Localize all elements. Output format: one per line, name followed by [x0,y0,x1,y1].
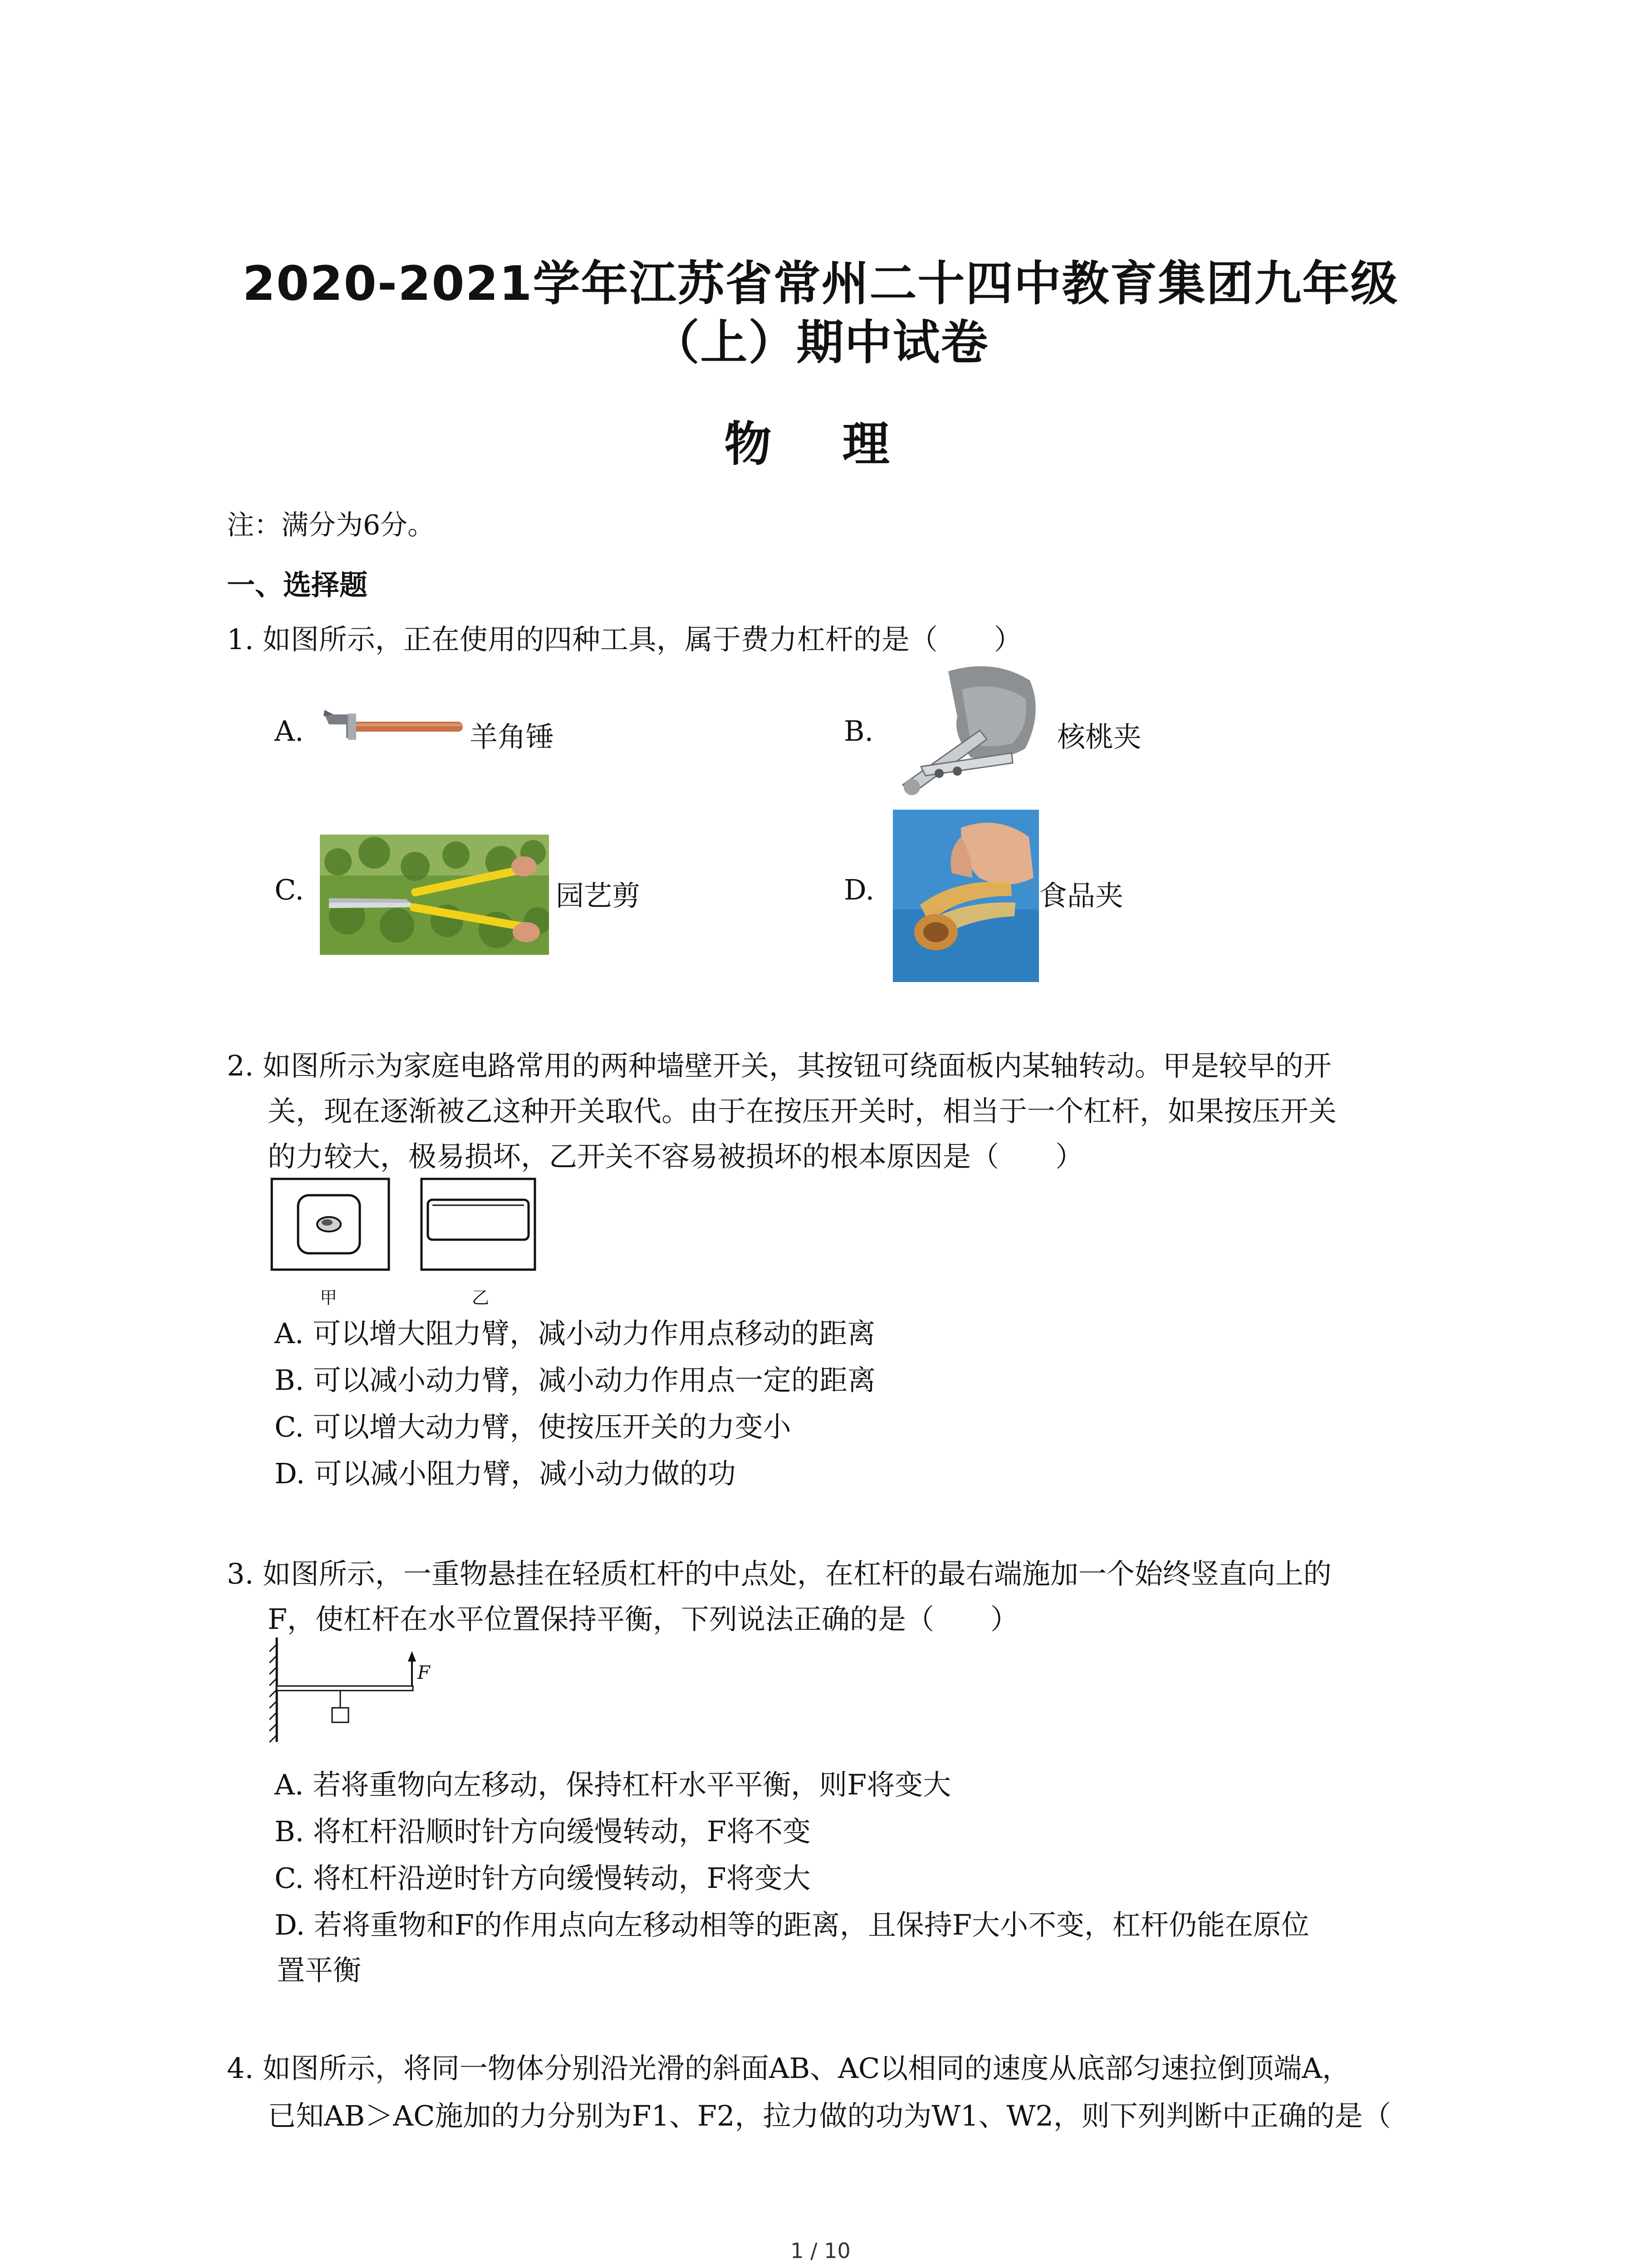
page-number: 1 / 10 [790,2239,851,2263]
q4-stem-line1: 4. 如图所示，将同一物体分别沿光滑的斜面AB、AC以相同的速度从底部匀速拉倒顶端A， [227,2052,1351,2085]
q3-stem-line2: F，使杠杆在水平位置保持平衡，下列说法正确的是（ ） [268,1603,1019,1636]
q2-stem-line3: 的力较大，极易损坏，乙开关不容易被损坏的根本原因是（ ） [268,1140,1084,1173]
nutcracker-image [894,662,1046,801]
q1-option-c-label: 园艺剪 [556,879,641,912]
q1-option-d-letter: D. [844,873,875,906]
q3-option-d-line1: D. 若将重物和F的作用点向左移动相等的距离，且保持F大小不变，杠杆仍能在原位 [274,1908,1309,1941]
q1-option-a-label: 羊角锤 [470,720,554,753]
lever-figure [268,1635,440,1744]
q2-option-d: D. 可以减小阻力臂，减小动力做的功 [274,1457,736,1490]
garden-shears-image [320,835,549,955]
q1-option-a-letter: A. [274,714,304,748]
exam-title-line1: 2020-2021学年江苏省常州二十四中教育集团九年级 [242,256,1399,311]
force-f-label: F [417,1662,430,1683]
hammer-image [320,701,465,751]
q3-option-d-line2: 置平衡 [277,1954,362,1987]
q2-option-b: B. 可以减小动力臂，减小动力作用点一定的距离 [274,1364,876,1397]
switch-jia-label: 甲 [320,1288,338,1308]
q2-stem-line1: 2. 如图所示为家庭电路常用的两种墙壁开关，其按钮可绕面板内某轴转动。甲是较早的开 [227,1049,1332,1082]
q3-stem-line1: 3. 如图所示，一重物悬挂在轻质杠杆的中点处，在杠杆的最右端施加一个始终竖直向上的 [227,1557,1332,1590]
subject-heading: 物 理 [724,416,917,472]
q1-option-b-label: 核桃夹 [1057,720,1142,753]
q3-option-a: A. 若将重物向左移动，保持杠杆水平平衡，则F将变大 [274,1768,951,1801]
food-tongs-image [893,810,1039,982]
score-note: 注：满分为6分。 [227,509,435,541]
q1-option-b-letter: B. [844,714,874,748]
q1-option-c-letter: C. [274,873,304,906]
switch-jia-figure [270,1177,392,1275]
q3-option-c: C. 将杠杆沿逆时针方向缓慢转动，F将变大 [274,1862,811,1895]
q4-stem-line2: 已知AB＞AC施加的力分别为F1、F2，拉力做的功为W1、W2，则下列判断中正确的是（ [268,2099,1391,2132]
q2-stem-line2: 关，现在逐渐被乙这种开关取代。由于在按压开关时，相当于一个杠杆，如果按压开关 [268,1095,1337,1128]
q2-option-c: C. 可以增大动力臂，使按压开关的力变小 [274,1410,791,1443]
q1-option-d-label: 食品夹 [1039,879,1124,912]
q2-option-a: A. 可以增大阻力臂，减小动力作用点移动的距离 [274,1317,876,1350]
section-heading: 一、选择题 [227,568,368,601]
switch-yi-figure [420,1177,538,1275]
switch-yi-label: 乙 [472,1288,490,1308]
exam-title-line2: （上）期中试卷 [652,315,989,370]
q1-stem: 1. 如图所示，正在使用的四种工具，属于费力杠杆的是（ ） [227,623,1022,656]
q3-option-b: B. 将杠杆沿顺时针方向缓慢转动，F将不变 [274,1815,811,1848]
